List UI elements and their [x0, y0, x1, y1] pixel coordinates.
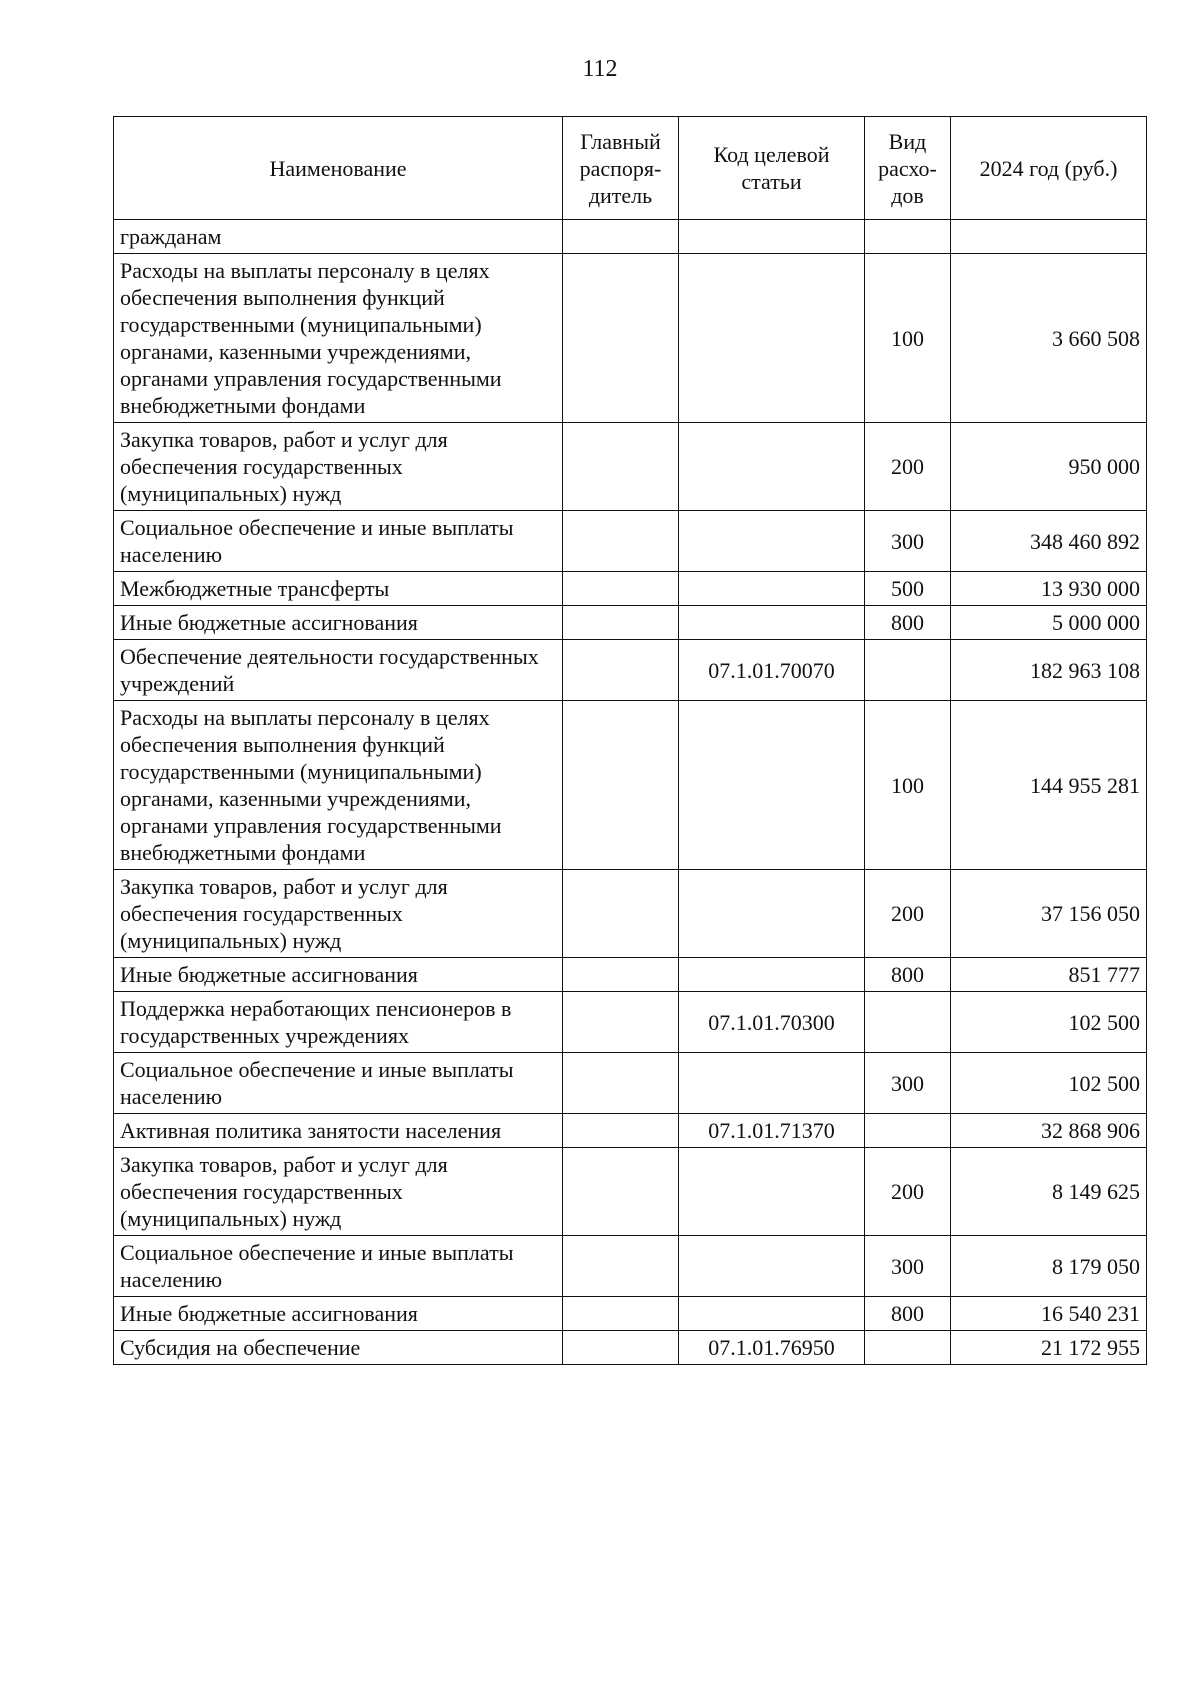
- cell-expense-type: 800: [865, 1297, 951, 1331]
- cell-expense-type: [865, 1114, 951, 1148]
- cell-main-manager: [563, 958, 679, 992]
- table-row: [114, 511, 1147, 572]
- header-main-manager: Главный распоря-дитель: [563, 117, 679, 220]
- table-row: [114, 701, 1147, 870]
- cell-name: Социальное обеспечение и иные выплаты населению: [114, 511, 563, 572]
- cell-name: Закупка товаров, работ и услуг для обеспечения государственных (муниципальных) нужд: [114, 1148, 563, 1236]
- cell-name: Социальное обеспечение и иные выплаты населению: [114, 1053, 563, 1114]
- cell-target-code: 07.1.01.71370: [679, 1114, 865, 1148]
- table-row: [114, 572, 1147, 606]
- cell-expense-type: 300: [865, 1053, 951, 1114]
- page-number: 112: [582, 56, 618, 82]
- cell-name: Расходы на выплаты персоналу в целях обеспечения выполнения функций государственными (муниципальными) органами, казенными учреждениями, органами управления государственными внебюджетными фондами: [114, 701, 563, 870]
- header-amount-2024: 2024 год (руб.): [951, 117, 1147, 220]
- table-row: [114, 423, 1147, 511]
- cell-amount: 950 000: [951, 423, 1147, 511]
- cell-name: гражданам: [114, 220, 563, 254]
- cell-main-manager: [563, 254, 679, 423]
- cell-expense-type: 200: [865, 870, 951, 958]
- cell-target-code: [679, 1053, 865, 1114]
- cell-main-manager: [563, 870, 679, 958]
- table-row: [114, 958, 1147, 992]
- cell-name: Социальное обеспечение и иные выплаты населению: [114, 1236, 563, 1297]
- cell-amount: 21 172 955: [951, 1331, 1147, 1365]
- cell-expense-type: 800: [865, 606, 951, 640]
- table-row: [114, 606, 1147, 640]
- cell-main-manager: [563, 992, 679, 1053]
- table-row: [114, 992, 1147, 1053]
- budget-table: [113, 116, 1147, 1365]
- table-row: [114, 1297, 1147, 1331]
- cell-expense-type: 300: [865, 1236, 951, 1297]
- cell-amount: 16 540 231: [951, 1297, 1147, 1331]
- cell-target-code: [679, 572, 865, 606]
- cell-main-manager: [563, 1297, 679, 1331]
- table-row: [114, 254, 1147, 423]
- cell-name: Обеспечение деятельности государственных учреждений: [114, 640, 563, 701]
- cell-target-code: [679, 1236, 865, 1297]
- cell-name: Иные бюджетные ассигнования: [114, 958, 563, 992]
- header-name: Наименование: [114, 117, 563, 220]
- cell-target-code: [679, 701, 865, 870]
- cell-main-manager: [563, 423, 679, 511]
- cell-target-code: [679, 870, 865, 958]
- cell-target-code: [679, 1297, 865, 1331]
- table-row: [114, 1114, 1147, 1148]
- cell-expense-type: 200: [865, 1148, 951, 1236]
- cell-target-code: [679, 254, 865, 423]
- cell-target-code: [679, 511, 865, 572]
- cell-expense-type: 800: [865, 958, 951, 992]
- cell-expense-type: [865, 1331, 951, 1365]
- cell-name: Расходы на выплаты персоналу в целях обеспечения выполнения функций государственными (муниципальными) органами, казенными учреждениями, органами управления государственными внебюджетными фондами: [114, 254, 563, 423]
- cell-expense-type: 100: [865, 701, 951, 870]
- cell-amount: 348 460 892: [951, 511, 1147, 572]
- cell-name: Иные бюджетные ассигнования: [114, 1297, 563, 1331]
- cell-name: Субсидия на обеспечение: [114, 1331, 563, 1365]
- cell-main-manager: [563, 1236, 679, 1297]
- table-row: [114, 870, 1147, 958]
- cell-main-manager: [563, 1148, 679, 1236]
- cell-expense-type: [865, 992, 951, 1053]
- cell-expense-type: 100: [865, 254, 951, 423]
- cell-amount: 8 149 625: [951, 1148, 1147, 1236]
- cell-amount: 102 500: [951, 992, 1147, 1053]
- cell-target-code: [679, 1148, 865, 1236]
- cell-main-manager: [563, 1114, 679, 1148]
- cell-target-code: 07.1.01.76950: [679, 1331, 865, 1365]
- table-row: [114, 1236, 1147, 1297]
- cell-target-code: [679, 958, 865, 992]
- cell-amount: 102 500: [951, 1053, 1147, 1114]
- cell-main-manager: [563, 572, 679, 606]
- cell-amount: 13 930 000: [951, 572, 1147, 606]
- cell-main-manager: [563, 1331, 679, 1365]
- cell-name: Закупка товаров, работ и услуг для обеспечения государственных (муниципальных) нужд: [114, 870, 563, 958]
- table-header-row: [114, 117, 1147, 220]
- cell-target-code: 07.1.01.70070: [679, 640, 865, 701]
- cell-amount: 182 963 108: [951, 640, 1147, 701]
- cell-name: Закупка товаров, работ и услуг для обеспечения государственных (муниципальных) нужд: [114, 423, 563, 511]
- cell-main-manager: [563, 606, 679, 640]
- cell-amount: [951, 220, 1147, 254]
- table-row: [114, 1331, 1147, 1365]
- cell-target-code: [679, 606, 865, 640]
- cell-main-manager: [563, 220, 679, 254]
- cell-main-manager: [563, 1053, 679, 1114]
- cell-expense-type: [865, 640, 951, 701]
- table-row: [114, 640, 1147, 701]
- cell-amount: 3 660 508: [951, 254, 1147, 423]
- cell-expense-type: [865, 220, 951, 254]
- cell-name: Поддержка неработающих пенсионеров в государственных учреждениях: [114, 992, 563, 1053]
- cell-expense-type: 200: [865, 423, 951, 511]
- header-expense-type: Вид расхо-дов: [865, 117, 951, 220]
- cell-main-manager: [563, 511, 679, 572]
- cell-name: Межбюджетные трансферты: [114, 572, 563, 606]
- cell-amount: 37 156 050: [951, 870, 1147, 958]
- cell-target-code: 07.1.01.70300: [679, 992, 865, 1053]
- cell-amount: 8 179 050: [951, 1236, 1147, 1297]
- table-row: [114, 220, 1147, 254]
- cell-name: Активная политика занятости населения: [114, 1114, 563, 1148]
- table-row: [114, 1053, 1147, 1114]
- cell-amount: 5 000 000: [951, 606, 1147, 640]
- cell-main-manager: [563, 701, 679, 870]
- cell-main-manager: [563, 640, 679, 701]
- table-body: [114, 220, 1147, 1365]
- cell-target-code: [679, 423, 865, 511]
- table-row: [114, 1148, 1147, 1236]
- cell-expense-type: 300: [865, 511, 951, 572]
- cell-amount: 144 955 281: [951, 701, 1147, 870]
- cell-target-code: [679, 220, 865, 254]
- cell-name: Иные бюджетные ассигнования: [114, 606, 563, 640]
- cell-amount: 32 868 906: [951, 1114, 1147, 1148]
- cell-expense-type: 500: [865, 572, 951, 606]
- header-target-code: Код целевой статьи: [679, 117, 865, 220]
- cell-amount: 851 777: [951, 958, 1147, 992]
